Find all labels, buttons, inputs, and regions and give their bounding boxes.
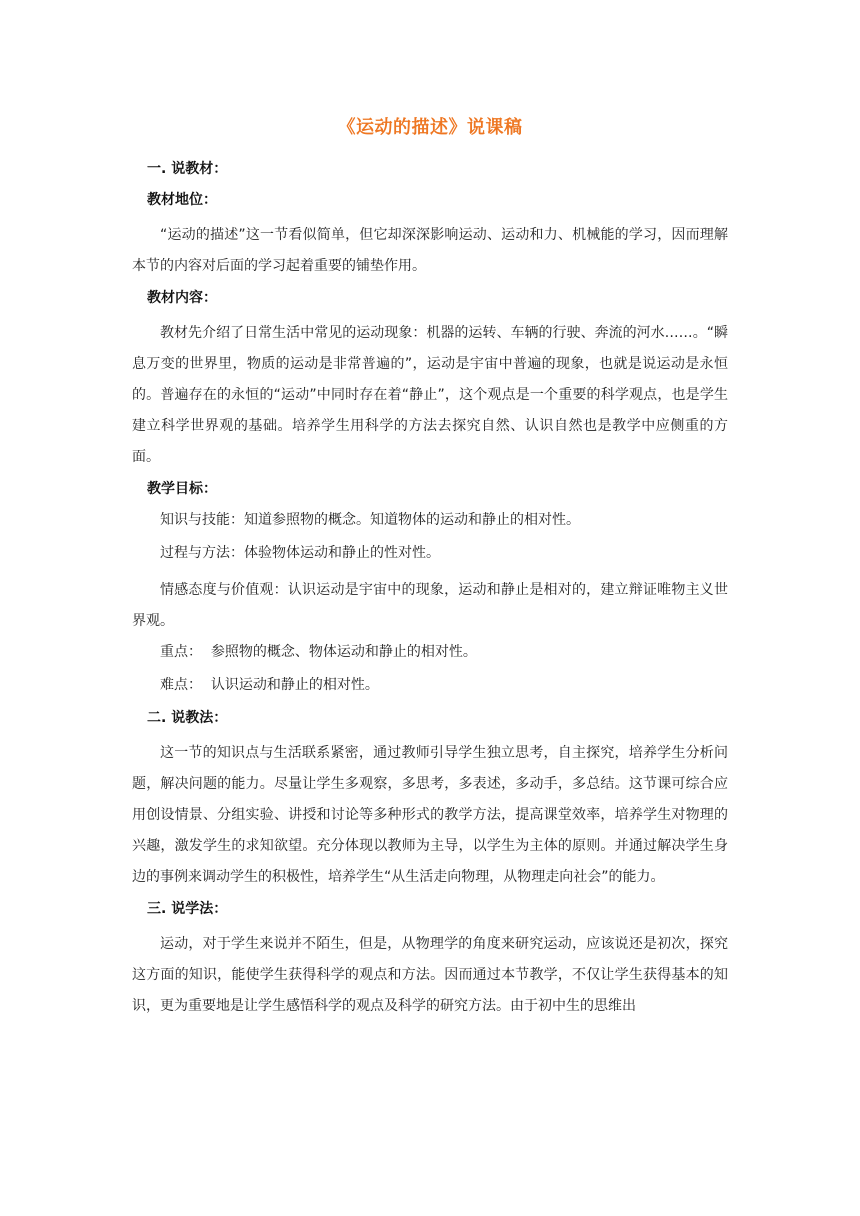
document-page [132,114,728,1025]
paragraph-material-content: 教材先介绍了日常生活中常见的运动现象：机器的运转、车辆的行驶、奔流的河水……。“瞬息万变的世界里，物质的运动是非常普遍的”，运动是宇宙中普遍的现象，也就是说运动是永恒的。普遍存在的永恒的“运动”中同时存在着“静止”，这个观点是一个重要的科学观点，也是学生建立科学世界观的基础。培养学生用科学的方法去探究自然、认识自然也是教学中应侧重的方面。 [132,325,728,465]
goal-knowledge-skills: 知识与技能：知道参照物的概念。知道物体的运动和静止的相对性。 [160,512,580,528]
document-title: 《运动的描述》说课稿 [337,117,523,138]
section-heading-teaching-method: 二. 说教法： [147,710,228,726]
subheading-material-content: 教材内容： [147,290,217,306]
paragraph-teaching-method: 这一节的知识点与生活联系紧密，通过教师引导学生独立思考，自主探究，培养学生分析问题，解决问题的能力。尽量让学生多观察，多思考，多表述，多动手，多总结。这节课可综合应用创设情景、分组实验、讲授和讨论等多种形式的教学方法，提高课堂效率，培养学生对物理的兴趣，激发学生的求知欲望。充分体现以教师为主导，以学生为主体的原则。并通过解决学生身边的事例来调动学生的积极性，培养学生“从生活走向物理，从物理走向社会”的能力。 [132,745,728,885]
paragraph-learning-method: 运动，对于学生来说并不陌生，但是，从物理学的角度来研究运动，应该说还是初次，探究这方面的知识，能使学生获得科学的观点和方法。因而通过本节教学，不仅让学生获得基本的知识，更为重要地是让学生感悟科学的观点及科学的研究方法。由于初中生的思维出 [132,936,728,1014]
key-point: 重点： 参照物的概念、物体运动和静止的相对性。 [160,644,477,660]
section-heading-learning-method: 三. 说学法： [147,901,228,917]
section-heading-teaching-material: 一. 说教材： [147,161,228,177]
difficult-point: 难点： 认识运动和静止的相对性。 [160,677,379,693]
goal-process-methods: 过程与方法：体验物体运动和静止的性对性。 [160,545,440,561]
subheading-teaching-goals: 教学目标： [147,481,217,497]
paragraph-material-position: “运动的描述”这一节看似简单，但它却深深影响运动、运动和力、机械能的学习，因而理解本节的内容对后面的学习起着重要的铺垫作用。 [132,227,728,274]
goal-emotion-values: 情感态度与价值观：认识运动是宇宙中的现象，运动和静止是相对的，建立辩证唯物主义世界观。 [132,582,728,629]
subheading-material-position: 教材地位： [147,192,217,208]
